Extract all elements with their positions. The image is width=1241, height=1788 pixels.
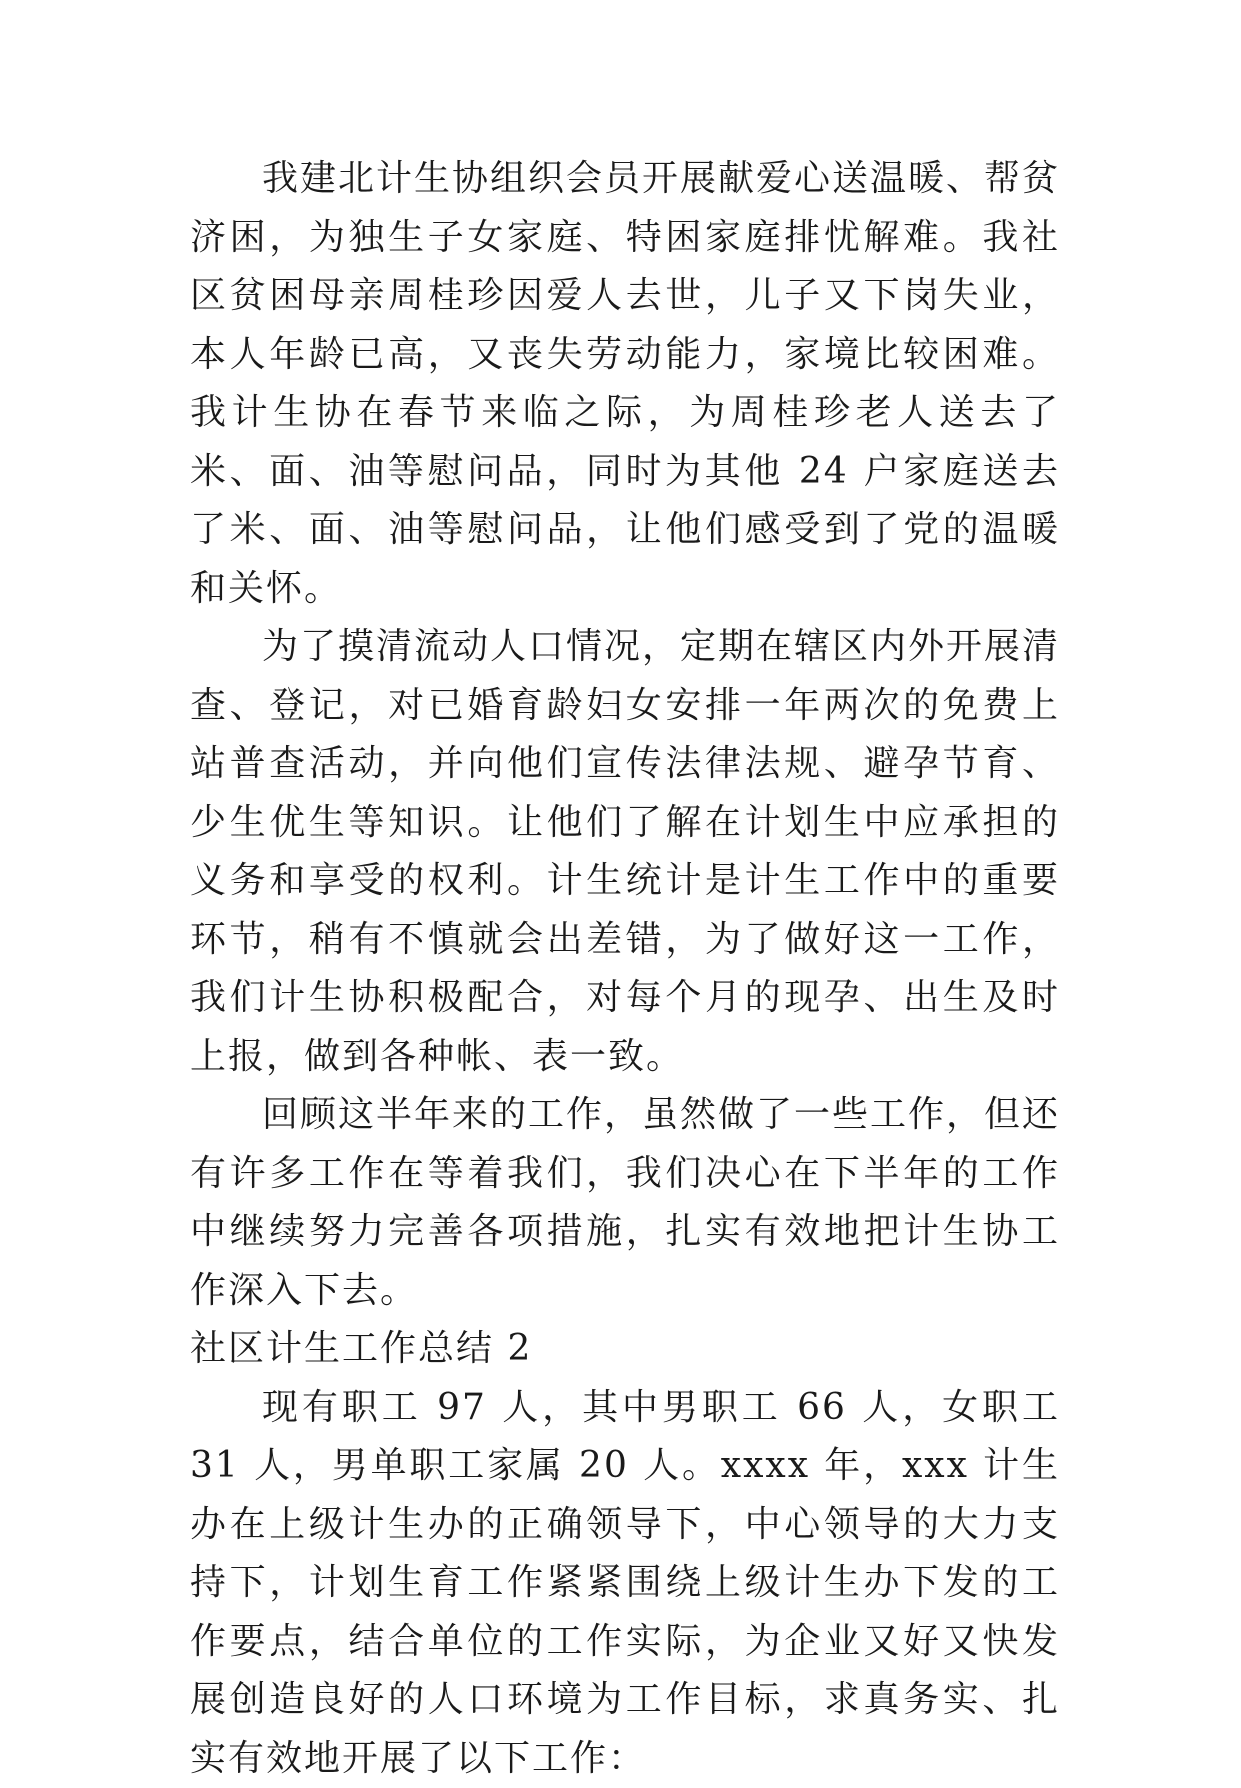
paragraph-staff-overview: 现有职工 97 人，其中男职工 66 人，女职工 31 人，男单职工家属 20 人。xxxx 年，xxx 计生办在上级计生办的正确领导下，中心领导的大力支持下，计划生育工作紧紧围绕上级计生办下发的工作要点，结合单位的工作实际，为企业又好又快发展创造良好的人口环境为工作目标，求真务实、扎实有效地开展了以下工作：	[190, 1379, 1060, 1788]
paragraph-floating-population: 为了摸清流动人口情况，定期在辖区内外开展清查、登记，对已婚育龄妇女安排一年两次的免费上站普查活动，并向他们宣传法律法规、避孕节育、少生优生等知识。让他们了解在计划生中应承担的义务和享受的权利。计生统计是计生工作中的重要环节，稍有不慎就会出差错，为了做好这一工作，我们计生协积极配合，对每个月的现孕、出生及时上报，做到各种帐、表一致。	[190, 618, 1060, 1086]
paragraph-volunteer-aid: 我建北计生协组织会员开展献爱心送温暖、帮贫济困，为独生子女家庭、特困家庭排忧解难。我社区贫困母亲周桂珍因爱人去世，儿子又下岗失业，本人年龄已高，又丧失劳动能力，家境比较困难。我计生协在春节来临之际，为周桂珍老人送去了米、面、油等慰问品，同时为其他 24 户家庭送去了米、面、油等慰问品，让他们感受到了党的温暖和关怀。	[190, 150, 1060, 618]
paragraph-review: 回顾这半年来的工作，虽然做了一些工作，但还有许多工作在等着我们，我们决心在下半年的工作中继续努力完善各项措施，扎实有效地把计生协工作深入下去。	[190, 1086, 1060, 1320]
document-body	[190, 150, 1060, 1788]
section-heading: 社区计生工作总结 2	[190, 1320, 1060, 1379]
